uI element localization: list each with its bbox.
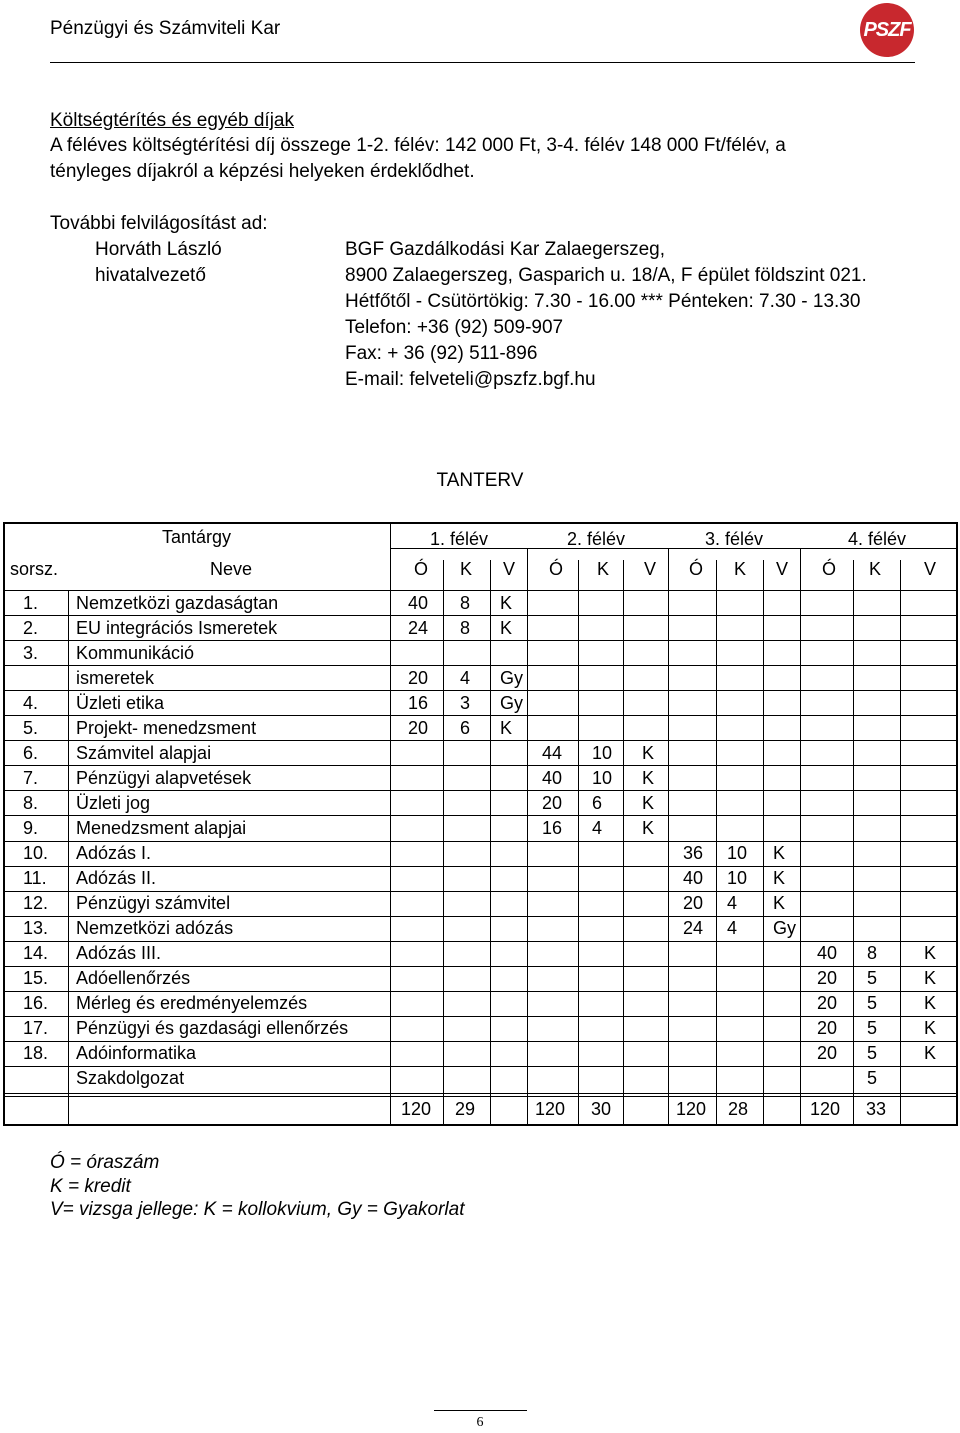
table-gridline (800, 548, 801, 1126)
header-divider (50, 62, 915, 63)
row-number: 7. (23, 767, 39, 788)
table-gridline (68, 590, 69, 1126)
table-gridline (490, 560, 491, 1126)
subject-name: Szakdolgozat (76, 1068, 185, 1089)
subject-name: Pénzügyi és gazdasági ellenőrzés (76, 1018, 349, 1039)
fees-text-line-2: tényleges díjakról a képzési helyeken érdeklődhet. (50, 161, 475, 182)
row-number: 9. (23, 817, 39, 838)
name-header: Neve (210, 559, 253, 579)
hours-value: 20 (542, 792, 563, 813)
semester-header: 3. félév (705, 529, 764, 549)
credit-value: 6 (460, 717, 471, 738)
credit-value: 8 (867, 943, 878, 964)
column-subheader: K (597, 559, 610, 579)
row-number: 18. (23, 1043, 49, 1064)
column-subheader: Ó (414, 559, 429, 579)
legend-line: K = kredit (50, 1176, 131, 1197)
row-number: 5. (23, 717, 39, 738)
column-subheader: K (734, 559, 747, 579)
column-subheader: Ó (689, 559, 704, 579)
row-number: 17. (23, 1018, 49, 1039)
exam-type-value: Gy (500, 692, 524, 713)
exam-type-value: K (500, 617, 513, 638)
contact-line: Hétfőtől - Csütörtökig: 7.30 - 16.00 *** Pénteken: 7.30 - 13.30 (345, 291, 861, 312)
semester-header: 2. félév (567, 529, 626, 549)
table-gridline (668, 548, 669, 1126)
row-number: 6. (23, 742, 39, 763)
header-title: Pénzügyi és Számviteli Kar (50, 18, 281, 39)
hours-value: 16 (408, 692, 429, 713)
exam-type-value: K (500, 717, 513, 738)
hours-value: 40 (408, 592, 429, 613)
subject-name: EU integrációs Ismeretek (76, 617, 278, 638)
credit-value: 10 (592, 742, 613, 763)
exam-type-value: K (773, 893, 786, 914)
credit-value: 8 (460, 617, 471, 638)
subject-name: Adóinformatika (76, 1043, 197, 1064)
hours-value: 20 (683, 893, 704, 914)
exam-type-value: K (924, 993, 937, 1014)
table-gridline (390, 548, 391, 1126)
contact-line: 8900 Zalaegerszeg, Gasparich u. 18/A, F épület földszint 021. (345, 265, 867, 286)
credit-value: 10 (592, 767, 613, 788)
total-credits: 33 (866, 1099, 887, 1119)
row-number: 8. (23, 792, 39, 813)
hours-value: 44 (542, 742, 563, 763)
column-subheader: V (644, 559, 657, 579)
fees-text-line-1: A féléves költségtérítési díj összege 1-2. félév: 142 000 Ft, 3-4. félév 148 000 Ft/félév, a (50, 135, 786, 156)
hours-value: 20 (817, 968, 838, 989)
credit-value: 5 (867, 1068, 878, 1089)
row-number: 11. (23, 868, 47, 889)
subject-name: Adózás II. (76, 868, 157, 889)
fees-heading: Költségtérítés és egyéb díjak (50, 110, 294, 131)
hours-value: 24 (683, 918, 704, 939)
subject-name: ismeretek (76, 667, 155, 688)
legend-line: Ó = óraszám (50, 1152, 160, 1173)
total-hours: 120 (810, 1099, 841, 1119)
table-gridline (763, 560, 764, 1126)
subject-name: Számvitel alapjai (76, 742, 212, 763)
exam-type-value: K (773, 868, 786, 889)
row-number: 10. (23, 843, 49, 863)
hours-value: 36 (683, 843, 704, 863)
column-subheader: V (503, 559, 516, 579)
row-number: 12. (23, 893, 49, 914)
hours-value: 40 (542, 767, 563, 788)
hours-value: 40 (817, 943, 838, 964)
credit-value: 3 (460, 692, 471, 713)
row-number: 13. (23, 918, 49, 939)
exam-type-value: Gy (500, 667, 524, 688)
table-gridline (853, 560, 854, 1126)
exam-type-value: K (924, 1018, 937, 1039)
row-number: 2. (23, 617, 39, 638)
pszf-logo: PSZF (860, 3, 914, 57)
total-credits: 29 (455, 1099, 476, 1119)
contact-email: E-mail: felveteli@pszfz.bgf.hu (345, 369, 596, 390)
exam-type-value: K (924, 968, 937, 989)
total-hours: 120 (535, 1099, 566, 1119)
footer-divider (434, 1410, 527, 1411)
row-number: 3. (23, 642, 39, 663)
credit-value: 4 (592, 817, 603, 838)
table-gridline (443, 560, 444, 1126)
hours-value: 24 (408, 617, 429, 638)
row-number: 4. (23, 692, 39, 713)
credit-value: 5 (867, 968, 878, 989)
table-gridline (390, 524, 391, 548)
contact-heading: További felvilágosítást ad: (50, 213, 268, 234)
semester-header: 4. félév (848, 529, 907, 549)
table-gridline (578, 560, 579, 1126)
subject-name: Adózás I. (76, 843, 152, 863)
table-gridline (623, 560, 624, 1126)
table-gridline (527, 548, 528, 1126)
exam-type-value: K (500, 592, 513, 613)
credit-value: 5 (867, 1043, 878, 1064)
subject-name: Mérleg és eredményelemzés (76, 993, 308, 1014)
hours-value: 40 (683, 868, 704, 889)
column-subheader: V (924, 559, 937, 579)
exam-type-value: K (642, 742, 655, 763)
exam-type-value: K (924, 943, 937, 964)
subject-name: Projekt- menedzsment (76, 717, 257, 738)
credit-value: 4 (727, 893, 738, 914)
table-gridline (716, 560, 717, 1126)
hours-value: 20 (408, 717, 429, 738)
subject-name: Kommunikáció (76, 642, 195, 663)
table-gridline (3, 1093, 958, 1094)
exam-type-value: K (924, 1043, 937, 1064)
hours-value: 20 (408, 667, 429, 688)
exam-type-value: Gy (773, 918, 797, 939)
subject-name: Üzleti etika (76, 692, 165, 713)
credit-value: 10 (727, 843, 748, 863)
credit-value: 6 (592, 792, 603, 813)
row-number: 14. (23, 943, 49, 964)
row-number: 1. (23, 592, 39, 613)
total-hours: 120 (676, 1099, 707, 1119)
exam-type-value: K (642, 767, 655, 788)
exam-type-value: K (642, 817, 655, 838)
credit-value: 5 (867, 993, 878, 1014)
column-subheader: K (869, 559, 882, 579)
semester-header: 1. félév (430, 529, 489, 549)
exam-type-value: K (642, 792, 655, 813)
total-hours: 120 (401, 1099, 432, 1119)
hours-value: 20 (817, 993, 838, 1014)
curriculum-title: TANTERV (436, 470, 524, 491)
subject-name: Pénzügyi számvitel (76, 893, 231, 914)
hours-value: 20 (817, 1018, 838, 1039)
subject-name: Üzleti jog (76, 792, 151, 813)
subject-name: Adózás III. (76, 943, 162, 964)
total-credits: 30 (591, 1099, 612, 1119)
contact-line: Telefon: +36 (92) 509-907 (345, 317, 564, 338)
hours-value: 16 (542, 817, 563, 838)
credit-value: 10 (727, 868, 748, 889)
contact-name: Horváth László (95, 239, 222, 260)
subject-name: Pénzügyi alapvetések (76, 767, 252, 788)
legend-line: V= vizsga jellege: K = kollokvium, Gy = Gyakorlat (50, 1199, 465, 1220)
column-subheader: Ó (822, 559, 837, 579)
subject-name: Nemzetközi gazdaságtan (76, 592, 279, 613)
contact-line: Fax: + 36 (92) 511-896 (345, 343, 538, 364)
subject-name: Nemzetközi adózás (76, 918, 234, 939)
table-gridline (900, 560, 901, 1126)
hours-value: 20 (817, 1043, 838, 1064)
contact-line: BGF Gazdálkodási Kar Zalaegerszeg, (345, 239, 665, 260)
exam-type-value: K (773, 843, 786, 863)
column-subheader: K (460, 559, 473, 579)
credit-value: 4 (460, 667, 471, 688)
subject-header: Tantárgy (162, 527, 232, 547)
page-number: 6 (476, 1415, 484, 1430)
credit-value: 5 (867, 1018, 878, 1039)
subject-name: Adóellenőrzés (76, 968, 191, 989)
credit-value: 8 (460, 592, 471, 613)
column-subheader: V (776, 559, 789, 579)
column-subheader: Ó (549, 559, 564, 579)
contact-role: hivatalvezető (95, 265, 206, 286)
credit-value: 4 (727, 918, 738, 939)
table-gridline (3, 1096, 958, 1097)
row-number: 15. (23, 968, 49, 989)
sorsz-header: sorsz. (10, 559, 59, 579)
row-number: 16. (23, 993, 49, 1014)
total-credits: 28 (728, 1099, 749, 1119)
subject-name: Menedzsment alapjai (76, 817, 247, 838)
